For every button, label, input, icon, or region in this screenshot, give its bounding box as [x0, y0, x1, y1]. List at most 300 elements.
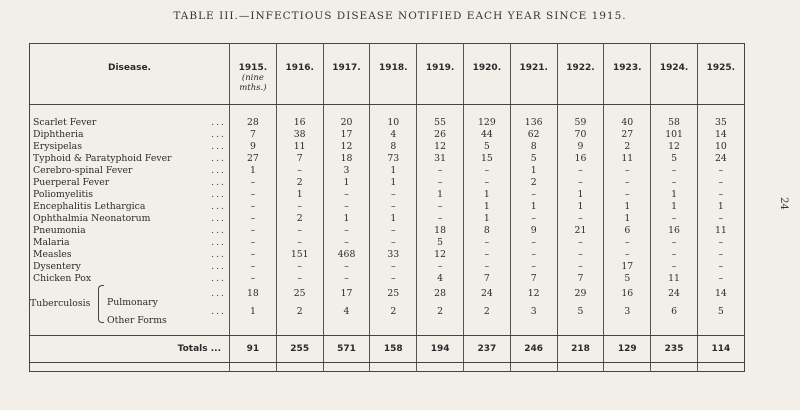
value-cell: 11: [714, 225, 727, 236]
value-cell: 16: [557, 153, 604, 165]
value-cell: 29: [557, 285, 604, 303]
spacer-cell: [30, 363, 230, 372]
total-cell: 114: [697, 336, 744, 363]
value-cell: 18: [230, 285, 277, 303]
disease-name-cell: [30, 261, 230, 273]
value-cell: –: [417, 201, 464, 213]
value-cell: –: [557, 165, 604, 177]
value-cell: –: [510, 189, 557, 201]
value-cell: –: [557, 237, 604, 249]
value-cell: 25: [276, 285, 323, 303]
leader-dots: ...: [211, 189, 226, 200]
total-cell: 129: [604, 336, 651, 363]
value-cell: 25: [370, 285, 417, 303]
disease-name: Measles: [33, 249, 72, 260]
value-cell: –: [557, 213, 604, 225]
leader-dots: ...: [211, 153, 226, 164]
value-cell: 1: [651, 201, 698, 213]
value-cell: 4: [370, 129, 417, 141]
value-cell: –: [510, 261, 557, 273]
value-cell: 7: [557, 273, 604, 285]
value-cell: –: [323, 261, 370, 273]
value-cell: –: [651, 213, 698, 225]
disease-name: Pneumonia: [33, 225, 86, 236]
leader-dots: ...: [207, 344, 221, 354]
value-cell: –: [604, 237, 651, 249]
value-cell: 3: [323, 165, 370, 177]
column-header-year: 1920.: [463, 44, 510, 105]
spacer-cell: [697, 363, 744, 372]
table-row: [30, 213, 745, 225]
value-cell: –: [463, 177, 510, 189]
value-cell: 1: [557, 201, 604, 213]
value-cell: 1: [463, 189, 510, 201]
value-cell: –: [230, 249, 277, 261]
value-cell: 10: [714, 141, 727, 152]
value-cell: –: [604, 189, 651, 201]
value-cell: 24: [463, 285, 510, 303]
value-cell: –: [370, 225, 417, 237]
value-cell: –: [718, 189, 724, 200]
value-cell: –: [557, 177, 604, 189]
spacer-cell: [510, 363, 557, 372]
value-cell: 38: [276, 129, 323, 141]
value-cell: –: [230, 273, 277, 285]
column-header-note-line2: mths.): [239, 83, 267, 93]
value-cell: 17: [604, 261, 651, 273]
table-row: [30, 129, 745, 141]
value-cell: –: [370, 237, 417, 249]
table-title: TABLE III.—INFECTIOUS DISEASE NOTIFIED EACH YEAR SINCE 1915.: [173, 10, 627, 22]
column-header-year: 1922.: [557, 44, 604, 105]
value-cell: 12: [417, 249, 464, 261]
value-cell: 5: [651, 153, 698, 165]
value-cell: –: [230, 189, 277, 201]
disease-name: Malaria: [33, 237, 70, 248]
value-cell: 16: [276, 117, 323, 129]
value-cell: 1: [323, 213, 370, 225]
total-cell: 91: [230, 336, 277, 363]
value-cell: 1: [370, 177, 417, 189]
disease-name-cell: [30, 273, 230, 285]
page-number: 24: [777, 197, 789, 210]
disease-name-cell: [30, 189, 230, 201]
spacer-cell: [697, 321, 744, 336]
spacer-cell: [557, 321, 604, 336]
value-cell: –: [604, 177, 651, 189]
value-cell: –: [718, 237, 724, 248]
leader-dots: ...: [211, 129, 226, 140]
value-cell: –: [604, 165, 651, 177]
table-row: [30, 225, 745, 237]
value-cell: 1: [604, 213, 651, 225]
leader-dots: ...: [211, 237, 226, 248]
value-cell: 16: [651, 225, 698, 237]
spacer-cell: [417, 363, 464, 372]
column-header-year: [230, 44, 277, 105]
disease-name-cell: [30, 165, 230, 177]
value-cell: 4: [417, 273, 464, 285]
disease-name-cell: [30, 117, 230, 129]
table-row: [30, 249, 745, 261]
total-cell: 235: [651, 336, 698, 363]
value-cell: 18: [417, 225, 464, 237]
leader-dots: ...: [211, 177, 226, 188]
table-row: [30, 153, 745, 165]
value-cell: –: [510, 213, 557, 225]
value-cell: –: [463, 249, 510, 261]
spacer-cell: [510, 321, 557, 336]
table-row: [30, 285, 745, 303]
table-row: [30, 261, 745, 273]
value-cell: 11: [604, 153, 651, 165]
value-cell: 21: [557, 225, 604, 237]
disease-name: Pulmonary: [107, 297, 158, 308]
disease-name: Puerperal Fever: [33, 177, 110, 188]
value-cell: –: [370, 201, 417, 213]
disease-name: Poliomyelitis: [33, 189, 94, 200]
value-cell: –: [510, 237, 557, 249]
value-cell: 27: [230, 153, 277, 165]
value-cell: 73: [370, 153, 417, 165]
disease-name: Totals: [177, 344, 208, 354]
value-cell: 101: [651, 129, 698, 141]
spacer-cell: [463, 321, 510, 336]
value-cell: 58: [651, 117, 698, 129]
value-cell: –: [718, 273, 724, 284]
spacer-cell: [276, 321, 323, 336]
value-cell: –: [230, 225, 277, 237]
leader-dots: ...: [211, 225, 226, 236]
value-cell: 7: [230, 129, 277, 141]
value-cell: 5: [510, 153, 557, 165]
value-cell: 14: [714, 129, 727, 140]
table-row: [30, 201, 745, 213]
disease-name-cell: [30, 336, 230, 363]
value-cell: 4: [323, 303, 370, 321]
value-cell: –: [651, 261, 698, 273]
value-cell: 1: [463, 213, 510, 225]
value-cell: –: [417, 177, 464, 189]
total-cell: 246: [510, 336, 557, 363]
spacer-cell: [276, 363, 323, 372]
tuberculosis-label: Tuberculosis: [30, 298, 91, 309]
column-header-year: 1921.: [510, 44, 557, 105]
spacer-row: [30, 105, 745, 118]
value-cell: 59: [557, 117, 604, 129]
disease-name-cell: [30, 213, 230, 225]
value-cell: 1: [276, 189, 323, 201]
value-cell: 2: [463, 303, 510, 321]
total-cell: 237: [463, 336, 510, 363]
disease-name: Erysipelas: [33, 141, 82, 152]
value-cell: 12: [323, 141, 370, 153]
value-cell: –: [651, 249, 698, 261]
leader-dots: ...: [211, 288, 226, 299]
column-header-year: 1925.: [697, 44, 744, 105]
header-row: [30, 44, 745, 105]
disease-name-cell: [30, 303, 230, 326]
value-cell: 31: [417, 153, 464, 165]
value-cell: 9: [230, 141, 277, 153]
value-cell: –: [370, 261, 417, 273]
value-cell: –: [718, 261, 724, 272]
value-cell: –: [463, 237, 510, 249]
value-cell: –: [417, 165, 464, 177]
value-cell: –: [276, 225, 323, 237]
leader-dots: ...: [211, 249, 226, 260]
value-cell: 5: [463, 141, 510, 153]
disease-name-cell: [30, 177, 230, 189]
disease-name: Chicken Pox: [33, 273, 92, 284]
value-cell: –: [463, 261, 510, 273]
leader-dots: ...: [211, 261, 226, 272]
disease-name: Diphtheria: [33, 129, 84, 140]
table-row: [30, 273, 745, 285]
value-cell: 1: [604, 201, 651, 213]
value-cell: 16: [604, 285, 651, 303]
value-cell: 8: [510, 141, 557, 153]
spacer-cell: [557, 363, 604, 372]
value-cell: 26: [417, 129, 464, 141]
value-cell: –: [370, 189, 417, 201]
value-cell: 2: [276, 303, 323, 321]
spacer-cell: [417, 321, 464, 336]
leader-dots: ...: [211, 273, 226, 284]
value-cell: 44: [463, 129, 510, 141]
value-cell: –: [651, 237, 698, 249]
value-cell: –: [230, 213, 277, 225]
value-cell: 70: [557, 129, 604, 141]
value-cell: 5: [417, 237, 464, 249]
value-cell: 136: [510, 117, 557, 129]
value-cell: 11: [651, 273, 698, 285]
value-cell: 18: [323, 153, 370, 165]
total-cell: 255: [276, 336, 323, 363]
leader-dots: ...: [211, 213, 226, 224]
value-cell: 8: [370, 141, 417, 153]
spacer-cell: [651, 321, 698, 336]
leader-dots: ...: [211, 165, 226, 176]
value-cell: 1: [717, 201, 724, 212]
value-cell: –: [230, 177, 277, 189]
value-cell: –: [417, 261, 464, 273]
value-cell: 1: [651, 189, 698, 201]
spacer-cell: [230, 363, 277, 372]
value-cell: 12: [651, 141, 698, 153]
value-cell: 5: [557, 303, 604, 321]
infectious-disease-table: [29, 43, 745, 372]
spacer-cell: [370, 321, 417, 336]
disease-name-cell: [30, 153, 230, 165]
disease-name-cell: [30, 129, 230, 141]
value-cell: 27: [604, 129, 651, 141]
table-row: [30, 177, 745, 189]
disease-name: Cerebro-spinal Fever: [33, 165, 133, 176]
value-cell: –: [718, 249, 724, 260]
value-cell: 1: [510, 201, 557, 213]
column-header-note-line1: (nine: [241, 73, 264, 83]
value-cell: 17: [323, 129, 370, 141]
value-cell: 2: [604, 141, 651, 153]
total-cell: 158: [370, 336, 417, 363]
spacer-cell: [370, 363, 417, 372]
value-cell: 8: [463, 225, 510, 237]
value-cell: 28: [417, 285, 464, 303]
value-cell: 2: [276, 213, 323, 225]
value-cell: –: [323, 189, 370, 201]
value-cell: –: [604, 249, 651, 261]
value-cell: –: [557, 249, 604, 261]
value-cell: 15: [463, 153, 510, 165]
value-cell: –: [230, 237, 277, 249]
value-cell: –: [370, 273, 417, 285]
value-cell: 2: [276, 177, 323, 189]
value-cell: 7: [463, 273, 510, 285]
value-cell: 129: [463, 117, 510, 129]
value-cell: 62: [510, 129, 557, 141]
disease-name: Encephalitis Lethargica: [33, 201, 146, 212]
value-cell: –: [417, 213, 464, 225]
value-cell: 10: [370, 117, 417, 129]
value-cell: 7: [510, 273, 557, 285]
value-cell: –: [230, 261, 277, 273]
value-cell: 468: [323, 249, 370, 261]
value-cell: –: [323, 237, 370, 249]
value-cell: 35: [714, 117, 727, 128]
value-cell: 28: [230, 117, 277, 129]
disease-name: Typhoid & Paratyphoid Fever: [33, 153, 172, 164]
column-header-year: 1917.: [323, 44, 370, 105]
leader-dots: ...: [211, 306, 226, 317]
value-cell: –: [718, 165, 724, 176]
total-cell: 218: [557, 336, 604, 363]
value-cell: –: [718, 177, 724, 188]
value-cell: 3: [510, 303, 557, 321]
column-header-year-label: 1915.: [238, 63, 268, 73]
table-row: [30, 237, 745, 249]
value-cell: –: [276, 165, 323, 177]
value-cell: 9: [510, 225, 557, 237]
value-cell: 12: [417, 141, 464, 153]
totals-row: [30, 336, 745, 363]
value-cell: 17: [323, 285, 370, 303]
value-cell: –: [651, 165, 698, 177]
value-cell: 33: [370, 249, 417, 261]
value-cell: –: [651, 177, 698, 189]
value-cell: 5: [604, 273, 651, 285]
value-cell: 1: [370, 213, 417, 225]
column-header-year: 1923.: [604, 44, 651, 105]
value-cell: 24: [714, 153, 727, 164]
value-cell: –: [463, 165, 510, 177]
value-cell: –: [276, 273, 323, 285]
value-cell: 1: [230, 165, 277, 177]
column-header-year: 1918.: [370, 44, 417, 105]
spacer-row: [30, 363, 745, 372]
value-cell: 2: [370, 303, 417, 321]
column-header-disease: Disease.: [30, 44, 230, 105]
table-row: [30, 165, 745, 177]
value-cell: 55: [417, 117, 464, 129]
value-cell: –: [276, 237, 323, 249]
value-cell: 5: [717, 306, 724, 317]
value-cell: 1: [463, 201, 510, 213]
value-cell: 3: [604, 303, 651, 321]
value-cell: 11: [276, 141, 323, 153]
leader-dots: ...: [211, 117, 226, 128]
column-header-year: 1919.: [417, 44, 464, 105]
value-cell: –: [276, 261, 323, 273]
value-cell: –: [323, 225, 370, 237]
disease-name: Ophthalmia Neonatorum: [33, 213, 151, 224]
value-cell: –: [323, 201, 370, 213]
value-cell: 1: [417, 189, 464, 201]
value-cell: 6: [604, 225, 651, 237]
value-cell: 2: [510, 177, 557, 189]
value-cell: –: [323, 273, 370, 285]
total-cell: 194: [417, 336, 464, 363]
value-cell: 6: [651, 303, 698, 321]
value-cell: 24: [651, 285, 698, 303]
column-header-year: 1916.: [276, 44, 323, 105]
value-cell: 20: [323, 117, 370, 129]
spacer-cell: [323, 321, 370, 336]
spacer-cell: [651, 363, 698, 372]
column-header-year: 1924.: [651, 44, 698, 105]
disease-name: Scarlet Fever: [33, 117, 97, 128]
value-cell: 2: [417, 303, 464, 321]
value-cell: –: [230, 201, 277, 213]
disease-name: Dysentery: [33, 261, 81, 272]
total-cell: 571: [323, 336, 370, 363]
disease-name-cell: [30, 237, 230, 249]
spacer-cell: [463, 363, 510, 372]
disease-name-cell: [30, 249, 230, 261]
value-cell: 12: [510, 285, 557, 303]
disease-name-cell: [30, 141, 230, 153]
disease-name-cell: [30, 225, 230, 237]
value-cell: 1: [323, 177, 370, 189]
value-cell: –: [557, 261, 604, 273]
value-cell: 1: [230, 303, 277, 321]
value-cell: 151: [276, 249, 323, 261]
disease-name-cell: [30, 285, 230, 309]
disease-name-cell: [30, 201, 230, 213]
value-cell: –: [510, 249, 557, 261]
table-row: [30, 303, 745, 321]
leader-dots: ...: [211, 141, 226, 152]
value-cell: 1: [370, 165, 417, 177]
spacer-cell: [604, 363, 651, 372]
spacer-cell: [230, 321, 277, 336]
spacer-cell: [604, 321, 651, 336]
leader-dots: ...: [211, 201, 226, 212]
value-cell: 1: [510, 165, 557, 177]
table-row: [30, 117, 745, 129]
value-cell: 7: [276, 153, 323, 165]
value-cell: 14: [714, 288, 727, 299]
value-cell: 9: [557, 141, 604, 153]
spacer-cell: [323, 363, 370, 372]
disease-name: Other Forms: [107, 315, 167, 326]
value-cell: 40: [604, 117, 651, 129]
table-row: [30, 141, 745, 153]
value-cell: 1: [557, 189, 604, 201]
table-row: [30, 189, 745, 201]
value-cell: –: [276, 201, 323, 213]
value-cell: –: [718, 213, 724, 224]
